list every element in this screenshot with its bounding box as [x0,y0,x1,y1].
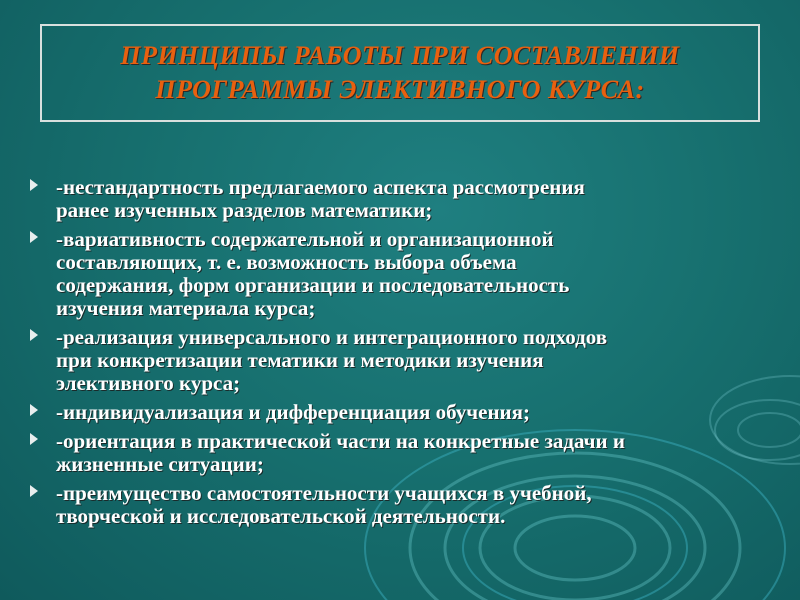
bullet-text-line: -вариативность содержательной и организационной [56,227,554,251]
bullet-list [0,176,800,534]
bullet-text-line: -реализация универсального и интеграционного подходов [56,325,608,349]
slide-title-line-1: ПРИНЦИПЫ РАБОТЫ ПРИ СОСТАВЛЕНИИ [120,41,680,70]
bullet-arrow-icon [30,179,38,191]
bullet-text-line: -нестандартность предлагаемого аспекта рассмотрения [56,175,585,199]
bullet-item [0,326,800,395]
bullet-item [0,176,800,222]
bullet-text-line: ранее изученных разделов математики; [56,198,433,222]
bullet-arrow-icon [30,433,38,445]
bullet-arrow-icon [30,485,38,497]
bullet-arrow-icon [30,231,38,243]
bullet-arrow-icon [30,329,38,341]
bullet-text-line: изучения материала курса; [56,296,316,320]
bullet-item [0,401,800,424]
bullet-text-line: элективного курса; [56,371,241,395]
bullet-text-line: -преимущество самостоятельности учащихся в учебной, [56,481,592,505]
bullet-text-line: -ориентация в практической части на конкретные задачи и [56,429,625,453]
bullet-text-line: -индивидуализация и дифференциация обучения; [56,400,530,424]
bullet-text-line: составляющих, т. е. возможность выбора объема [56,250,517,274]
bullet-item [0,482,800,528]
bullet-text-line: содержания, форм организации и последовательность [56,273,570,297]
bullet-item [0,430,800,476]
bullet-arrow-icon [30,404,38,416]
bullet-item [0,228,800,320]
bullet-text-line: при конкретизации тематики и методики изучения [56,348,544,372]
slide-title-line-2: ПРОГРАММЫ ЭЛЕКТИВНОГО КУРСА: [155,75,645,104]
bullet-text-line: жизненные ситуации; [56,452,264,476]
slide-title-frame [40,24,760,122]
bullet-text-line: творческой и исследовательской деятельности. [56,504,506,528]
